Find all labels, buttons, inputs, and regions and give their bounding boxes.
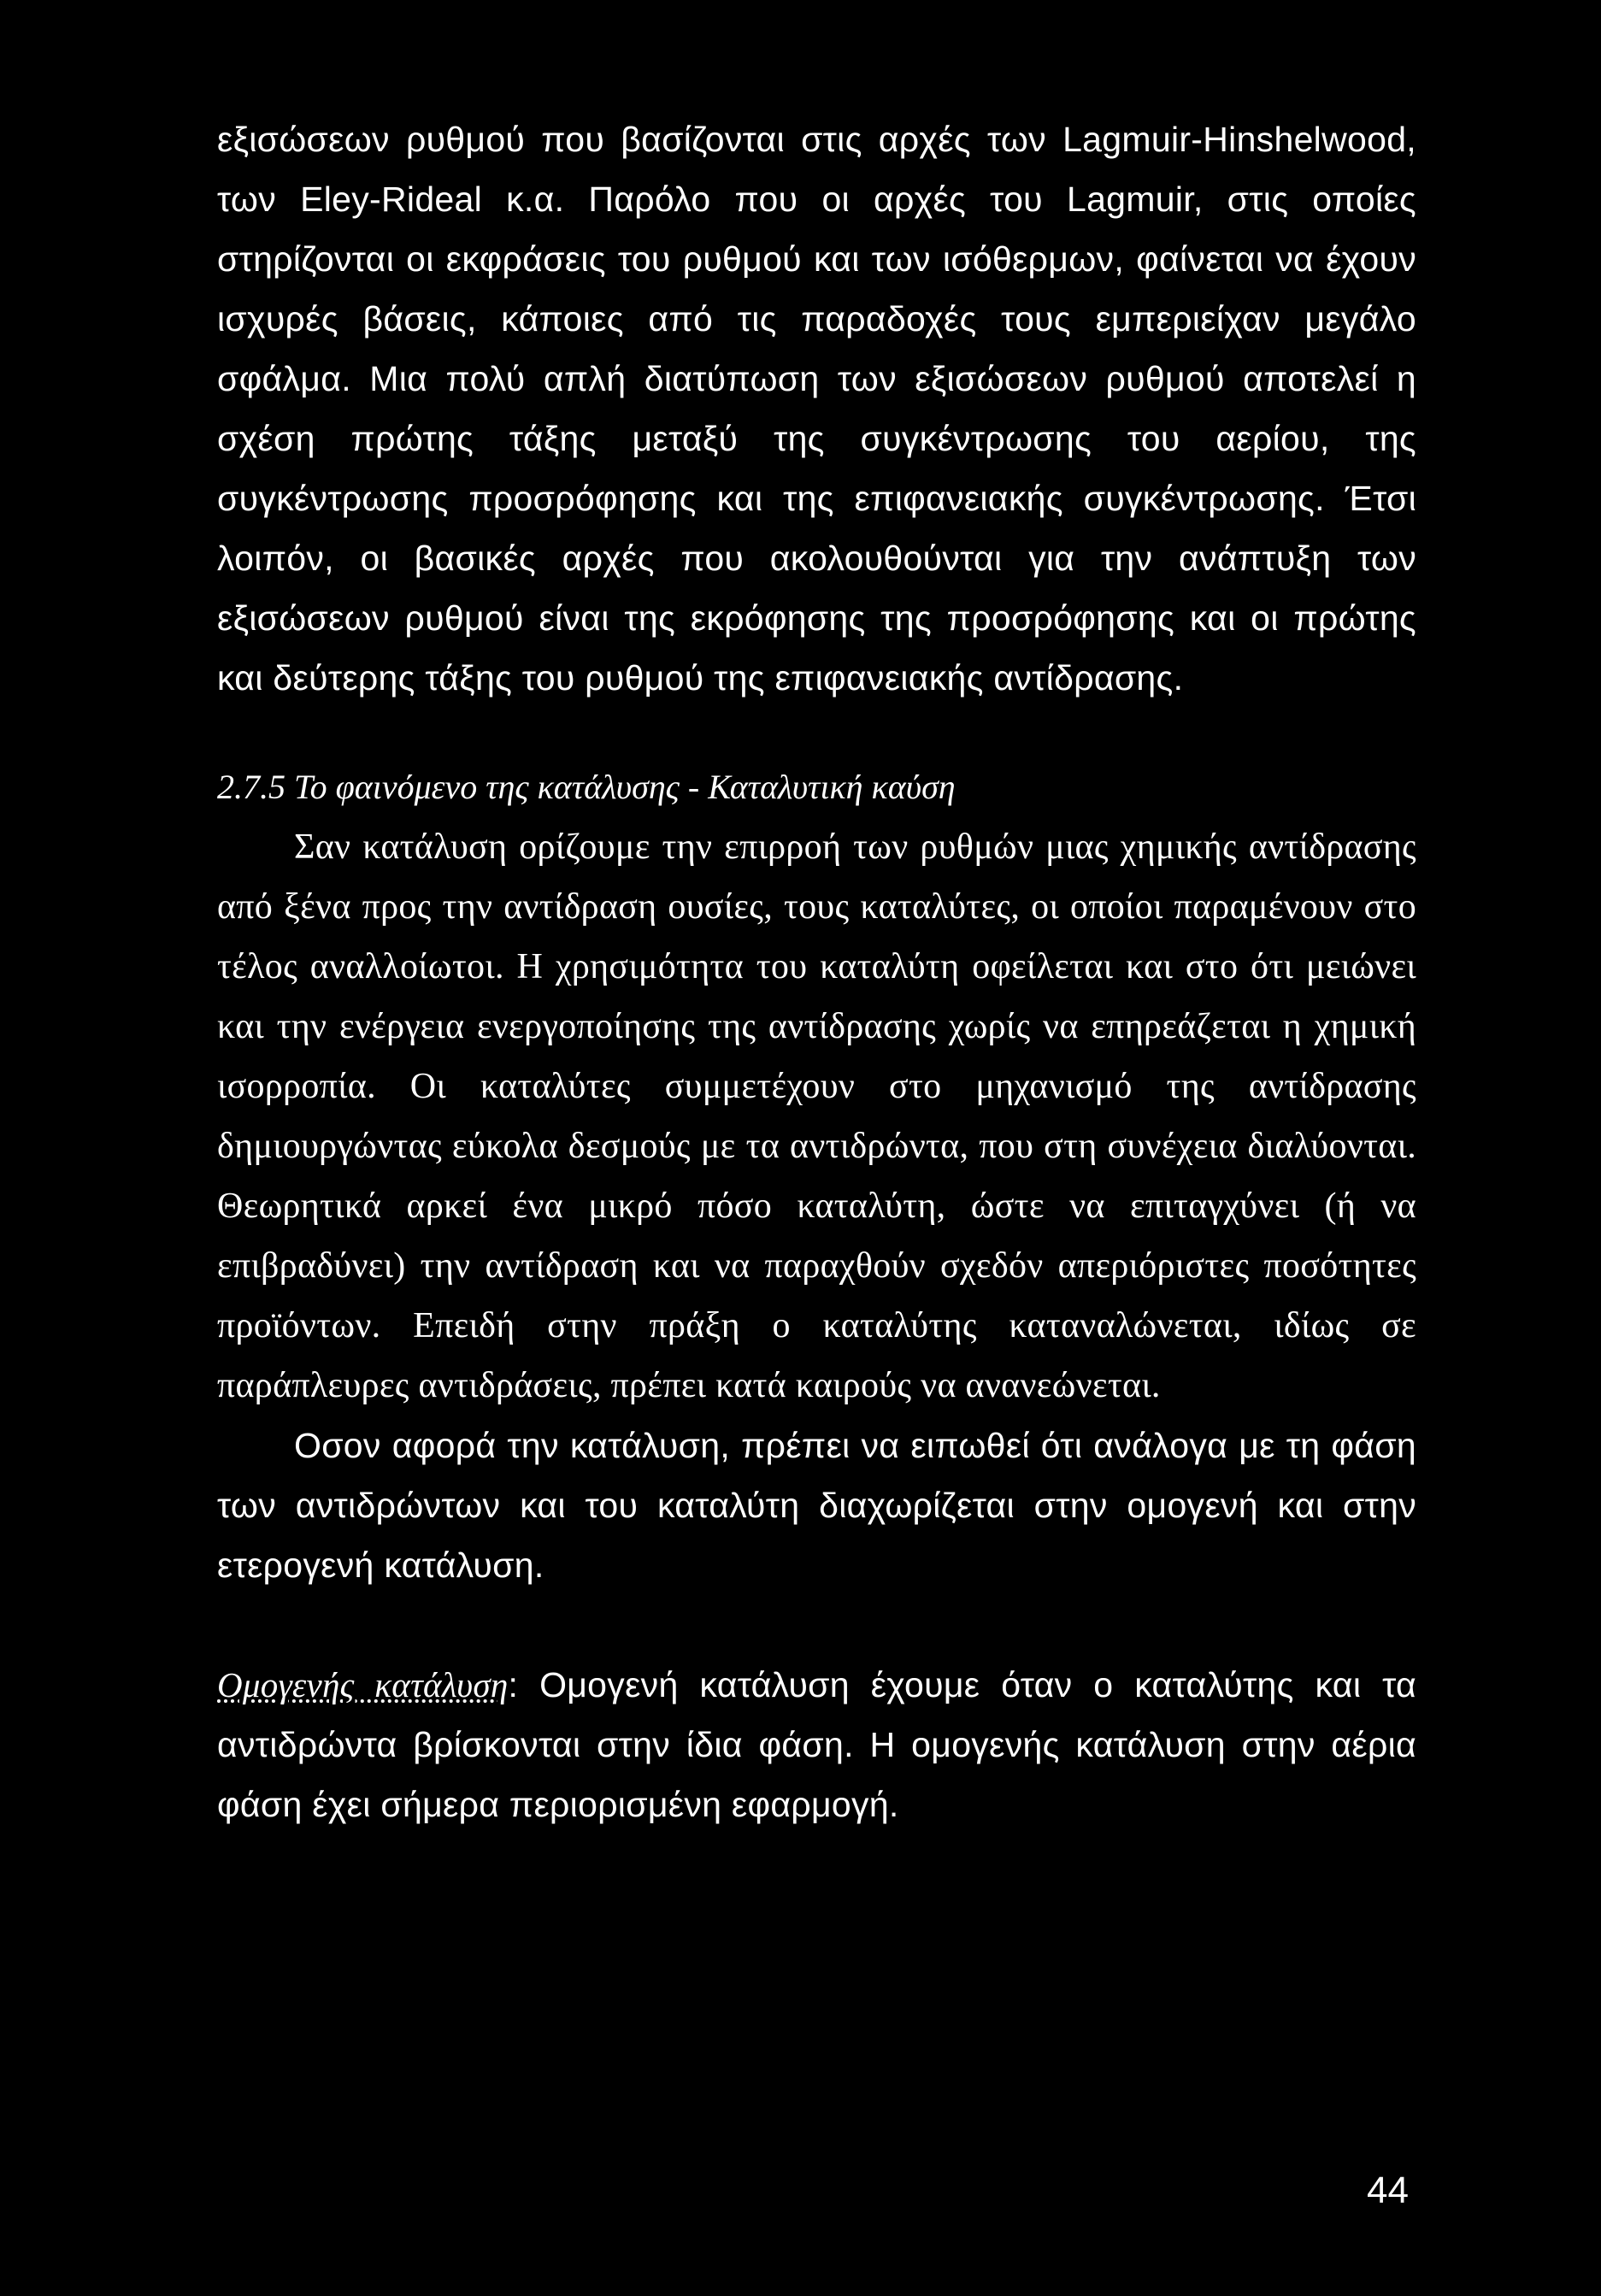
homogeneous-catalysis-text: Ομογενή κατάλυση έχουμε όταν ο καταλύτης και τα αντιδρώντα βρίσκονται στην ίδια φάση. Η ομογενής κατάλυση στην αέρια φάση έχει σήμερα περιορισμένη εφαρμογή.	[217, 1665, 1416, 1824]
page-number: 44	[1367, 2169, 1409, 2211]
paragraph-catalysis-types: Οσον αφορά την κατάλυση, πρέπει να ειπωθεί ότι ανάλογα με τη φάση των αντιδρώντων και του καταλύτη διαχωρίζεται στην ομογενή και στην ετερογενή κατάλυση.	[217, 1426, 1416, 1585]
paragraph-lagmuir: εξισώσεων ρυθμού που βασίζονται στις αρχές των Lagmuir-Hinshelwood, των Eley-Rideal κ.α. Παρόλο που οι αρχές του Lagmuir, στις οποίες στηρίζονται οι εκφράσεις του ρυθμού και των ισόθερμων, φαίνεται να έχουν ισχυρές βάσεις, κάποιες από τις παραδοχές τους εμπεριείχαν μεγάλο σφάλμα. Μια πολύ απλή διατύπωση των εξισώσεων ρυθμού αποτελεί η σχέση πρώτης τάξης μεταξύ της συγκέντρωσης του αερίου, της συγκέντρωσης προσρόφησης και της επιφανειακής συγκέντρωσης. Έτσι λοιπόν, οι βασικές αρχές που ακολουθούνται για την ανάπτυξη των εξισώσεων ρυθμού είναι της εκρόφησης της προσρόφησης και οι πρώτης και δεύτερης τάξης του ρυθμού της επιφανειακής αντίδρασης.	[217, 120, 1416, 698]
term-homogeneous-catalysis: Ομογενής κατάλυση	[217, 1665, 509, 1704]
paragraph-catalysis-definition: Σαν κατάλυση ορίζουμε την επιρροή των ρυθμών μιας χημικής αντίδρασης από ξένα προς την αντίδραση ουσίες, τους καταλύτες, οι οποίοι παραμένουν στο τέλος αναλλοίωτοι. Η χρησιμότητα του καταλύτη οφείλεται και στο ότι μειώνει και την ενέργεια ενεργοποίησης της αντίδρασης χωρίς να επηρεάζεται η χημική ισορροπία. Οι καταλύτες συμμετέχουν στο μηχανισμό της αντίδρασης δημιουργώντας εύκολα δεσμούς με τα αντιδρώντα, που στη συνέχεια διαλύονται. Θεωρητικά αρκεί ένα μικρό πόσο καταλύτη, ώστε να επιταγχύνει (ή να επιβραδύνει) την αντίδραση και να παραχθούν σχεδόν απεριόριστες ποσότητες προϊόντων. Επειδή στην πράξη ο καταλύτης καταναλώνεται, ιδίως σε παράπλευρες αντιδράσεις, πρέπει κατά καιρούς να ανανεώνεται.	[217, 827, 1416, 1405]
section-heading: 2.7.5 Το φαινόμενο της κατάλυσης - Καταλυτική καύση	[217, 768, 956, 806]
paragraph-homogeneous-catalysis	[217, 1655, 1416, 1834]
term-separator: :	[508, 1665, 519, 1704]
document-page	[217, 109, 1416, 1834]
